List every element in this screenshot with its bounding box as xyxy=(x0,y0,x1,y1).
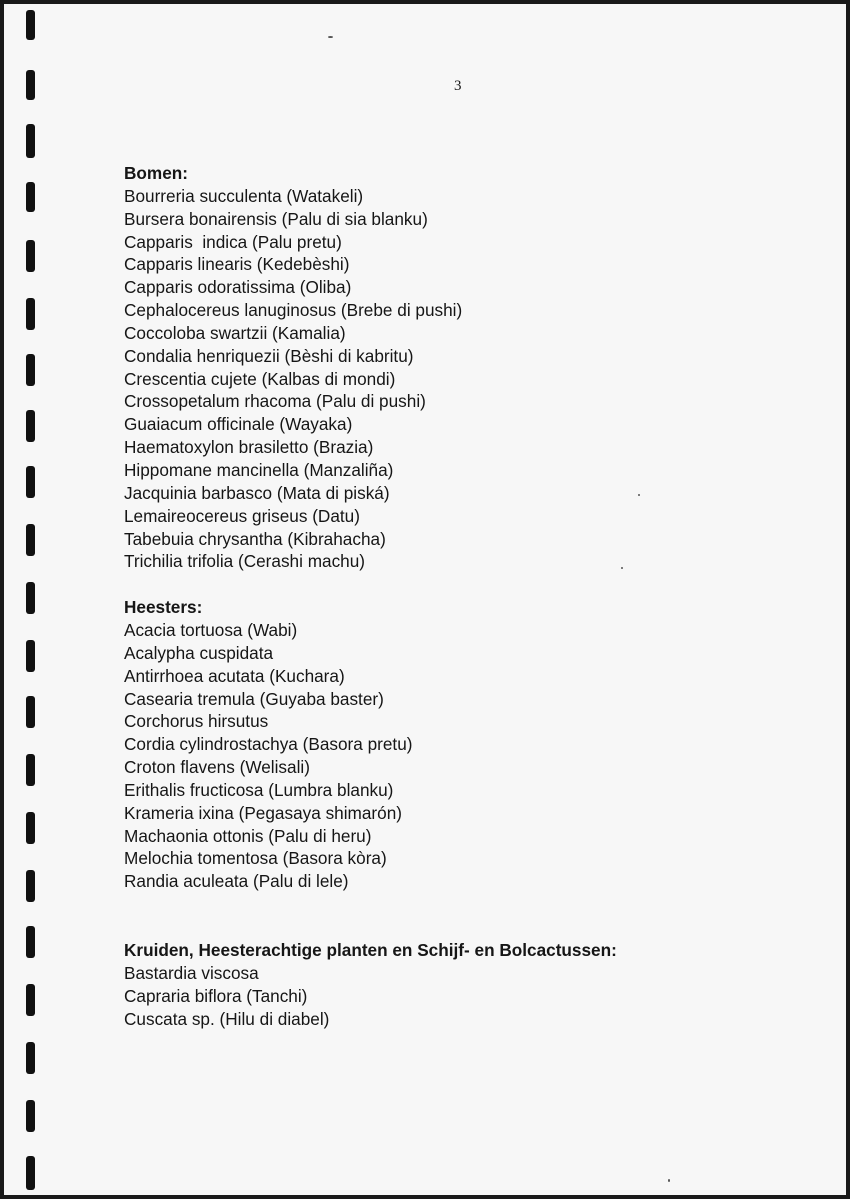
binding-hole xyxy=(26,582,35,614)
scan-speck xyxy=(668,1179,670,1182)
list-item: Acalypha cuspidata xyxy=(124,642,274,663)
binding-hole xyxy=(26,754,35,786)
list-item: Jacquinia barbasco (Mata di piská) xyxy=(124,482,390,503)
binding-hole xyxy=(26,870,35,902)
binding-hole xyxy=(26,70,35,100)
list-item: Coccoloba swartzii (Kamalia) xyxy=(124,322,346,343)
list-item: Erithalis fructicosa (Lumbra blanku) xyxy=(124,779,394,800)
binding-hole xyxy=(26,240,35,272)
list-item: Crossopetalum rhacoma (Palu di pushi) xyxy=(124,391,426,412)
section-spacer xyxy=(124,573,784,596)
list-item: Machaonia ottonis (Palu di heru) xyxy=(124,825,372,846)
binding-hole xyxy=(26,298,35,330)
list-item: Capparis indica (Palu pretu) xyxy=(124,231,342,252)
list-item: Melochia tomentosa (Basora kòra) xyxy=(124,848,387,869)
list-item: Condalia henriquezii (Bèshi di kabritu) xyxy=(124,345,414,366)
list-item: Bourreria succulenta (Watakeli) xyxy=(124,185,364,206)
list-item: Randia aculeata (Palu di lele) xyxy=(124,871,349,892)
list-item: Antirrhoea acutata (Kuchara) xyxy=(124,665,345,686)
species-list xyxy=(124,962,784,1031)
scan-speck xyxy=(328,36,333,38)
binding-hole xyxy=(26,182,35,212)
list-item: Tabebuia chrysantha (Kibrahacha) xyxy=(124,528,386,549)
list-item: Cephalocereus lanuginosus (Brebe di pushi) xyxy=(124,300,463,321)
species-list xyxy=(124,619,784,893)
list-item: Corchorus hirsutus xyxy=(124,711,269,732)
list-item: Krameria ixina (Pegasaya shimarón) xyxy=(124,802,402,823)
species-list xyxy=(124,185,784,573)
page-number: 3 xyxy=(454,78,462,94)
section-heesters xyxy=(124,596,784,893)
binding-hole xyxy=(26,1100,35,1132)
binding-hole xyxy=(26,696,35,728)
binding-holes xyxy=(26,4,46,1203)
section-heading: Bomen: xyxy=(124,163,188,183)
list-item: Trichilia trifolia (Cerashi machu) xyxy=(124,551,366,572)
binding-hole xyxy=(26,926,35,958)
binding-hole xyxy=(26,1042,35,1074)
binding-hole xyxy=(26,354,35,386)
list-item: Capparis linearis (Kedebèshi) xyxy=(124,254,350,275)
list-item: Cuscata sp. (Hilu di diabel) xyxy=(124,1008,330,1029)
list-item: Capparis odoratissima (Oliba) xyxy=(124,277,352,298)
binding-hole xyxy=(26,812,35,844)
list-item: Crescentia cujete (Kalbas di mondi) xyxy=(124,368,396,389)
binding-hole xyxy=(26,984,35,1016)
list-item: Casearia tremula (Guyaba baster) xyxy=(124,688,384,709)
binding-hole xyxy=(26,410,35,442)
binding-hole xyxy=(26,640,35,672)
binding-hole xyxy=(26,10,35,40)
list-item: Bursera bonairensis (Palu di sia blanku) xyxy=(124,208,428,229)
section-heading: Kruiden, Heesterachtige planten en Schijf- en Bolcactussen: xyxy=(124,940,617,961)
list-item: Lemaireocereus griseus (Datu) xyxy=(124,505,360,526)
species-list-content xyxy=(124,162,784,1031)
section-bomen xyxy=(124,162,784,573)
binding-hole xyxy=(26,124,35,158)
binding-hole xyxy=(26,524,35,556)
list-item: Croton flavens (Welisali) xyxy=(124,757,310,778)
section-heading: Heesters: xyxy=(124,597,203,618)
binding-hole xyxy=(26,1156,35,1190)
list-item: Hippomane mancinella (Manzaliña) xyxy=(124,459,394,480)
list-item: Cordia cylindrostachya (Basora pretu) xyxy=(124,734,413,755)
list-item: Bastardia viscosa xyxy=(124,963,259,983)
section-kruiden xyxy=(124,939,784,1030)
list-item: Capraria biflora (Tanchi) xyxy=(124,985,308,1006)
binding-hole xyxy=(26,466,35,498)
list-item: Haematoxylon brasiletto (Brazia) xyxy=(124,437,374,458)
list-item: Acacia tortuosa (Wabi) xyxy=(124,620,298,641)
list-item: Guaiacum officinale (Wayaka) xyxy=(124,414,353,435)
section-spacer xyxy=(124,893,784,939)
